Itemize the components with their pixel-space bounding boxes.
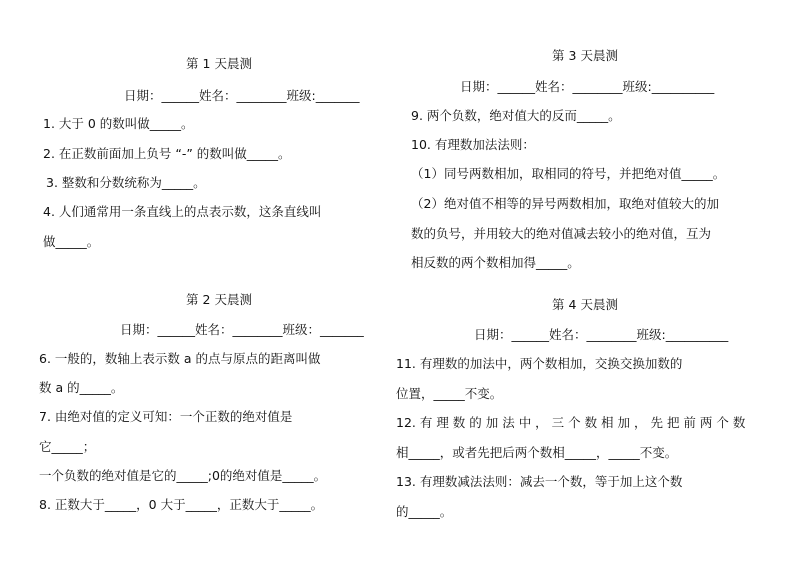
question-7-line3: 一个负数的绝对值是它的_____;0的绝对值是_____。 [39,468,327,483]
question-6-line2: 数 a 的_____。 [39,380,124,395]
question-10: 10. 有理数加法法则： [411,137,535,152]
question-2: 2. 在正数前面加上负号 “-” 的数叫做_____。 [43,146,291,161]
question-13-line2: 的_____。 [396,504,453,519]
day3-header: 日期：______姓名：________班级:__________ [460,79,715,94]
question-4-line1: 4. 人们通常用一条直线上的点表示数，这条直线叫 [43,204,322,219]
question-12-line2: 相_____，或者先把后两个数相_____，_____不变。 [396,445,678,460]
question-12-line1: 12. 有 理 数 的 加 法 中 ， 三 个 数 相 加 ， 先 把 前 两 个 数 [396,415,746,430]
question-7-line1: 7. 由绝对值的定义可知：一个正数的绝对值是 [39,409,293,424]
day3-title: 第 3 天晨测 [552,48,618,63]
question-9: 9. 两个负数，绝对值大的反而_____。 [411,108,621,123]
day1-header: 日期：______姓名：________班级:_______ [124,88,360,103]
question-13-line1: 13. 有理数减法法则：减去一个数，等于加上这个数 [396,474,683,489]
question-10-part2-line2: 数的负号，并用较大的绝对值减去较小的绝对值，互为 [411,226,712,241]
question-1: 1. 大于 0 的数叫做_____。 [43,116,194,131]
day1-title: 第 1 天晨测 [186,56,252,71]
day2-header: 日期：______姓名：________班级：_______ [120,322,364,337]
day4-header: 日期：______姓名：________班级:__________ [474,327,729,342]
question-11-line2: 位置，_____不变。 [396,386,503,401]
day2-title: 第 2 天晨测 [186,292,252,307]
question-10-part2-line1: （2）绝对值不相等的异号两数相加，取绝对值较大的加 [411,196,719,211]
question-10-part1: （1）同号两数相加，取相同的符号，并把绝对值_____。 [411,166,726,181]
question-6-line1: 6. 一般的，数轴上表示数 a 的点与原点的距离叫做 [39,351,321,366]
question-11-line1: 11. 有理数的加法中，两个数相加，交换交换加数的 [396,356,683,371]
question-3: 3. 整数和分数统称为_____。 [46,175,206,190]
question-4-line2: 做_____。 [43,234,100,249]
day4-title: 第 4 天晨测 [552,297,618,312]
question-8: 8. 正数大于_____，0 大于_____，正数大于_____。 [39,497,324,512]
question-10-part2-line3: 相反数的两个数相加得_____。 [411,255,580,270]
question-7-line2: 它_____； [39,439,96,454]
